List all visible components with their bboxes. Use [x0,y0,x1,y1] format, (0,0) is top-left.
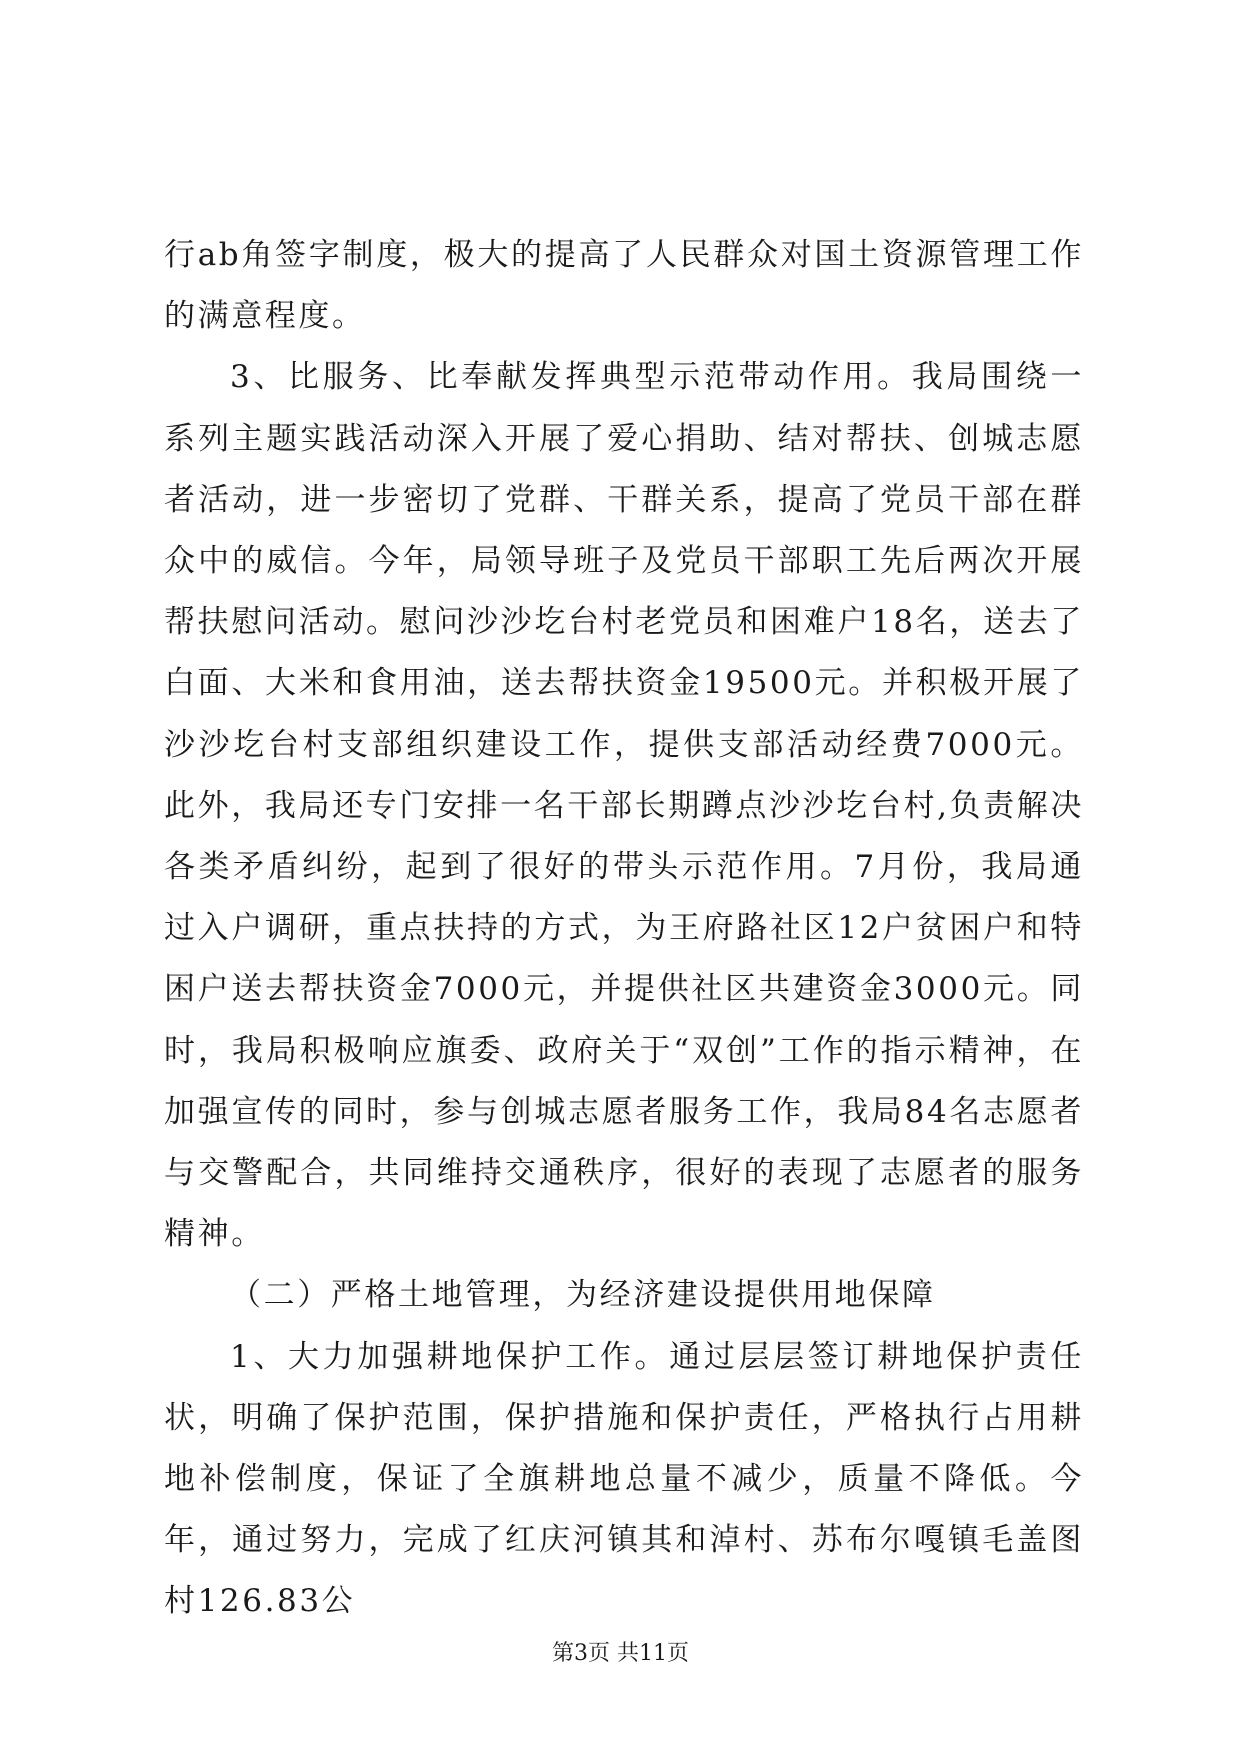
paragraph-continuation: 行ab角签字制度，极大的提高了人民群众对国土资源管理工作的满意程度。 [164,237,1084,335]
paragraph-farmland-protection: 1、大力加强耕地保护工作。通过层层签订耕地保护责任状，明确了保护范围，保护措施和保护责任，严格执行占用耕地补偿制度，保证了全旗耕地总量不减少，质量不降低。今年，通过努力，完成了红庆河镇其和淖村、苏布尔嘎镇毛盖图村126.83公 [164,1338,1084,1620]
document-body [164,225,1084,1633]
section-heading-land-management: （二）严格土地管理，为经济建设提供用地保障 [230,1277,936,1314]
paragraph-service-dedication: 3、比服务、比奉献发挥典型示范带动作用。我局围绕一系列主题实践活动深入开展了爱心捐助、结对帮扶、创城志愿者活动，进一步密切了党群、干群关系，提高了党员干部在群众中的威信。今年，局领导班子及党员干部职工先后两次开展帮扶慰问活动。慰问沙沙圪台村老党员和困难户18名，送去了白面、大米和食用油，送去帮扶资金19500元。并积极开展了沙沙圪台村支部组织建设工作，提供支部活动经费7000元。此外，我局还专门安排一名干部长期蹲点沙沙圪台村,负责解决各类矛盾纠纷，起到了很好的带头示范作用。7月份，我局通过入户调研，重点扶持的方式，为王府路社区12户贫困户和特困户送去帮扶资金7000元，并提供社区共建资金3000元。同时，我局积极响应旗委、政府关于“双创”工作的指示精神，在加强宣传的同时，参与创城志愿者服务工作，我局84名志愿者与交警配合，共同维持交通秩序，很好的表现了志愿者的服务精神。 [164,359,1084,1253]
page-number-footer: 第3页 共11页 [552,1641,689,1666]
